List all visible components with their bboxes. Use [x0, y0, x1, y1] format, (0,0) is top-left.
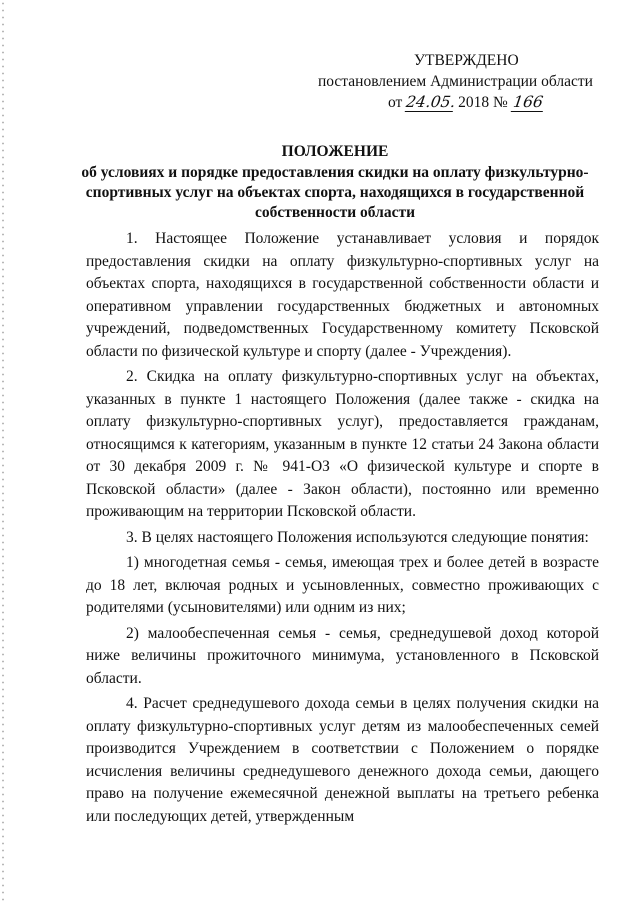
approval-date-prefix: от [388, 94, 403, 111]
document-title-subtitle: об условиях и порядке предоставления скидки на оплату физкультурно-спортивных услуг на объектах спорта, находящихся в государственной собственности области [81, 164, 589, 221]
handwritten-number: 166 [511, 93, 544, 111]
document-title-main: ПОЛОЖЕНИЕ [281, 143, 389, 160]
document-body [86, 228, 599, 828]
paragraph-1: 1. Настоящее Положение устанавливает условия и порядок предоставления скидки на оплату физкультурно-спортивных услуг на объектах спорта, находящихся в государственной собственности области и оперативном управлении государственных бюджетных и автономных учреждений, подведомственных Государственному комитету Псковской области по физической культуре и спорту (далее - Учреждения). [86, 230, 599, 360]
approval-title: УТВЕРЖДЕНО [414, 52, 519, 69]
paragraph-3-item-2: 2) малообеспеченная семья - семья, среднедушевой доход которой ниже величины прожиточного минимума, установленного в Псковской области. [86, 624, 599, 687]
handwritten-date: 24.05. [405, 93, 457, 111]
approval-year-number-prefix: 2018 № [458, 94, 508, 111]
paragraph-2: 2. Скидка на оплату физкультурно-спортивных услуг на объектах, указанных в пункте 1 настоящего Положения (далее также - скидка на оплату физкультурно-спортивных услуг), предоставляется гражданам, относящимся к категориям, указанным в пункте 12 статьи 24 Закона области от 30 декабря 2009 г. № 941-ОЗ «О физической культуре и спорте в Псковской области» (далее - Закон области), постоянно или временно проживающим на территории Псковской области. [86, 368, 599, 520]
scan-edge-artifact [2, 0, 4, 905]
document-title [60, 142, 610, 223]
paragraph-4: 4. Расчет среднедушевого дохода семьи в целях получения скидки на оплату физкультурно-спортивных услуг детям из малообеспеченных семей производится Учреждением в соответствии с Положением о порядке исчисления величины среднедушевого денежного дохода семьи, дающего право на получение ежемесячной денежной выплаты на третьего ребенка или последующих детей, утвержденным [86, 695, 599, 825]
paragraph-3: 3. В целях настоящего Положения используются следующие понятия: [126, 528, 589, 546]
approval-date-line [318, 92, 618, 113]
approval-stamp-block [318, 50, 618, 113]
paragraph-3-item-1: 1) многодетная семья - семья, имеющая трех и более детей в возрасте до 18 лет, включая родных и усыновленных, совместно проживающих с родителями (усыновителями) или одним из них; [86, 554, 599, 616]
approval-authority-line: постановлением Администрации области [318, 73, 593, 90]
